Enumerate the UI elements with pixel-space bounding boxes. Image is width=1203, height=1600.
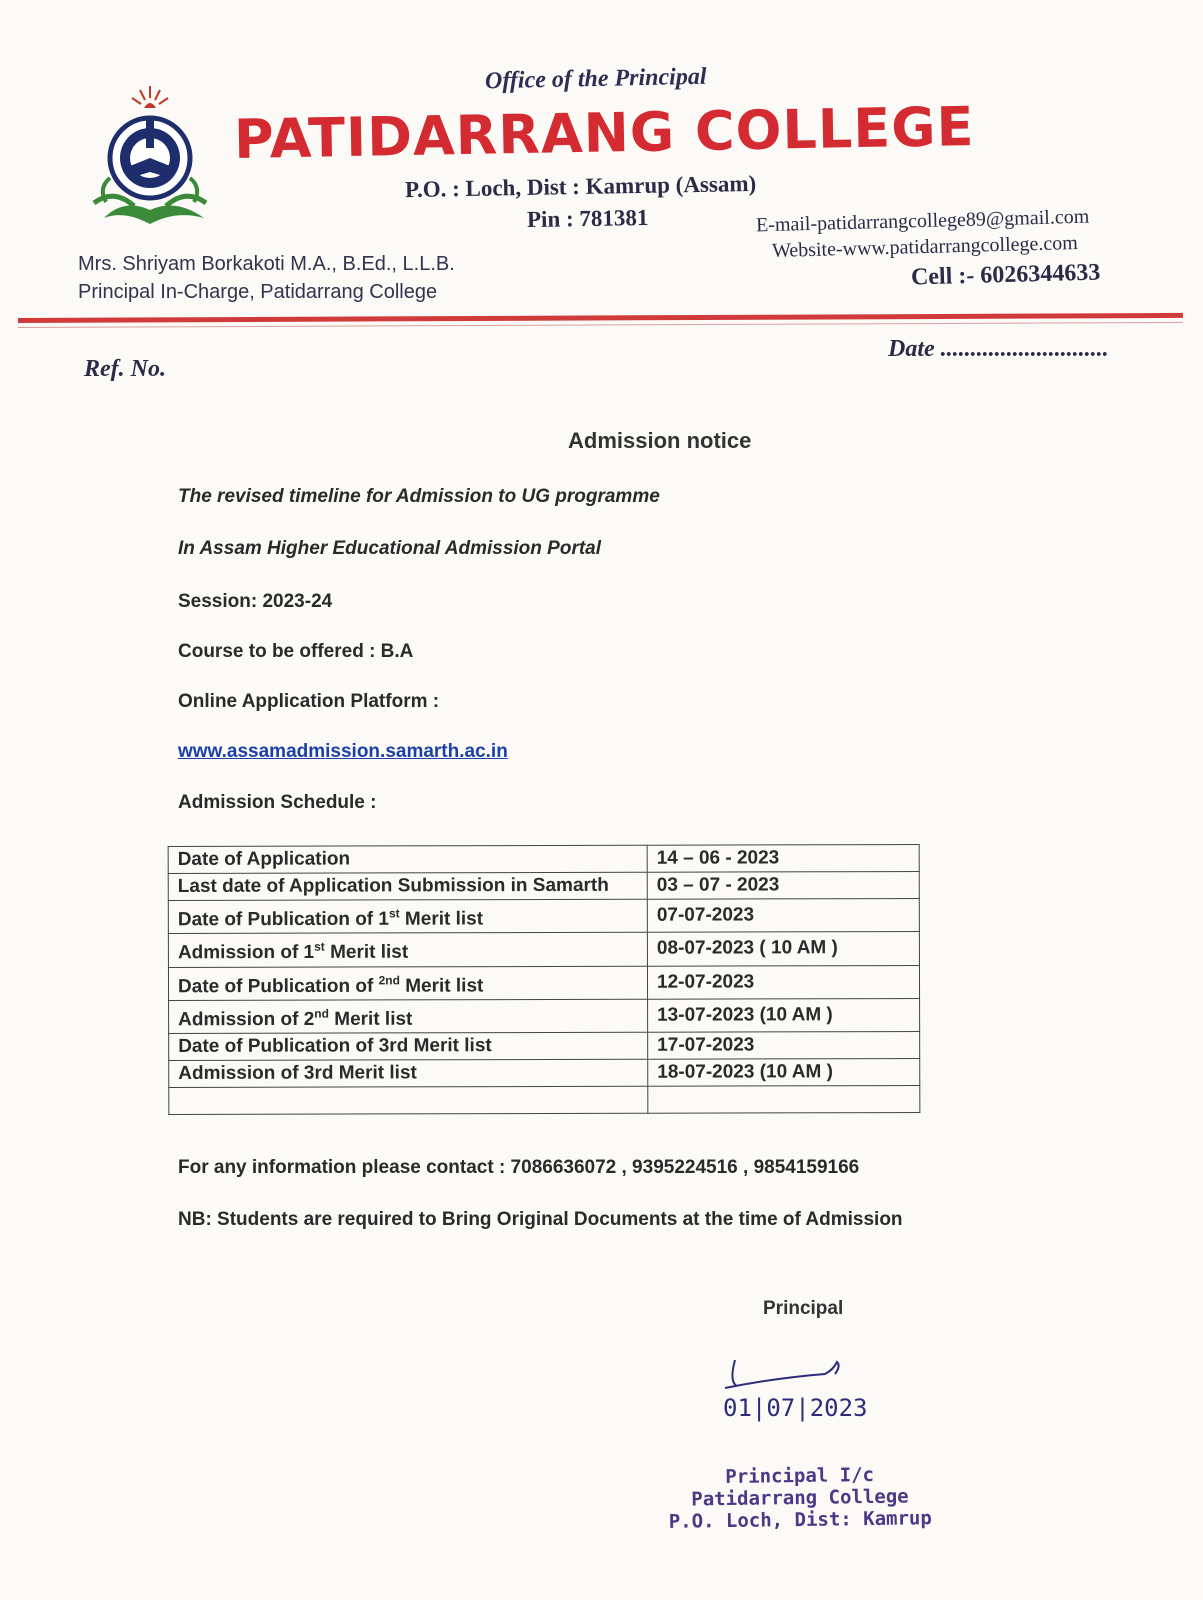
signature-date: 01|07|2023 bbox=[723, 1394, 868, 1422]
schedule-date: 12-07-2023 bbox=[647, 965, 919, 999]
college-emblem-icon bbox=[84, 78, 234, 248]
platform-label: Online Application Platform : bbox=[178, 691, 440, 712]
schedule-event: Date of Publication of 3rd Merit list bbox=[169, 1033, 648, 1061]
header-divider-thin bbox=[18, 322, 1183, 328]
table-row bbox=[168, 899, 919, 934]
schedule-label: Admission Schedule : bbox=[178, 792, 377, 813]
schedule-date: 07-07-2023 bbox=[647, 899, 919, 933]
admission-schedule-table bbox=[168, 844, 921, 1115]
admission-portal-link[interactable]: www.assamadmission.samarth.ac.in bbox=[178, 741, 508, 762]
principal-name: Mrs. Shriyam Borkakoti M.A., B.Ed., L.L.B. bbox=[78, 253, 455, 275]
course-offered: Course to be offered : B.A bbox=[178, 641, 414, 662]
stamp-line-3: P.O. Loch, Dist: Kamrup bbox=[668, 1507, 932, 1533]
schedule-event: Date of Publication of 1st Merit list bbox=[168, 899, 647, 934]
schedule-date: 17-07-2023 bbox=[648, 1032, 920, 1060]
schedule-date: 14 – 06 - 2023 bbox=[647, 845, 919, 873]
table-row bbox=[169, 999, 920, 1034]
pin-code: Pin : 781381 bbox=[526, 204, 649, 233]
schedule-event: Date of Publication of $^{2nd}$ Merit list bbox=[168, 966, 647, 1001]
session: Session: 2023-24 bbox=[178, 591, 333, 612]
principal-stamp bbox=[660, 1463, 941, 1533]
principal-label: Principal bbox=[763, 1298, 844, 1319]
schedule-date: 08-07-2023 ( 10 AM ) bbox=[647, 932, 919, 966]
college-name: PATIDARRANG COLLEGE bbox=[233, 95, 975, 171]
table-row bbox=[169, 1032, 920, 1061]
table-row bbox=[168, 872, 919, 901]
table-row-empty bbox=[169, 1086, 920, 1115]
notice-line-2: In Assam Higher Educational Admission Portal bbox=[178, 538, 602, 559]
schedule-date: 18-07-2023 (10 AM ) bbox=[648, 1059, 920, 1087]
website-address: Website-www.patidarrangcollege.com bbox=[771, 232, 1079, 262]
schedule-date: 13-07-2023 (10 AM ) bbox=[648, 999, 920, 1033]
schedule-event: Admission of 2nd Merit list bbox=[169, 999, 648, 1034]
office-of-principal: Office of the Principal bbox=[484, 63, 707, 95]
date-label: Date ............................ bbox=[888, 336, 1109, 362]
schedule-date: 03 – 07 - 2023 bbox=[647, 872, 919, 900]
signature-icon bbox=[715, 1352, 915, 1427]
nb-note: NB: Students are required to Bring Original Documents at the time of Admission bbox=[178, 1209, 903, 1230]
header-divider bbox=[18, 313, 1183, 323]
table-row bbox=[169, 1059, 920, 1088]
table-row bbox=[168, 845, 919, 874]
table-row bbox=[168, 932, 919, 967]
schedule-event: Last date of Application Submission in Samarth bbox=[168, 872, 647, 900]
notice-line-1: The revised timeline for Admission to UG programme bbox=[178, 486, 660, 507]
contact-info: For any information please contact : 7086636072 , 9395224516 , 9854159166 bbox=[178, 1157, 860, 1178]
ref-no-label: Ref. No. bbox=[84, 356, 166, 382]
principal-designation: Principal In-Charge, Patidarrang College bbox=[78, 281, 438, 303]
email-address: E-mail-patidarrangcollege89@gmail.com bbox=[755, 205, 1090, 237]
schedule-event: Admission of 1st Merit list bbox=[168, 933, 647, 968]
stamp-line-1: Principal I/c bbox=[725, 1463, 875, 1489]
stamp-line-2: Patidarrang College bbox=[691, 1485, 909, 1511]
notice-title: Admission notice bbox=[568, 428, 752, 453]
table-row bbox=[168, 965, 919, 1000]
schedule-event: Date of Application bbox=[168, 845, 647, 873]
cell-number: Cell :- 6026344633 bbox=[910, 259, 1101, 291]
schedule-event: Admission of 3rd Merit list bbox=[169, 1060, 648, 1088]
postal-address: P.O. : Loch, Dist : Kamrup (Assam) bbox=[404, 170, 757, 203]
